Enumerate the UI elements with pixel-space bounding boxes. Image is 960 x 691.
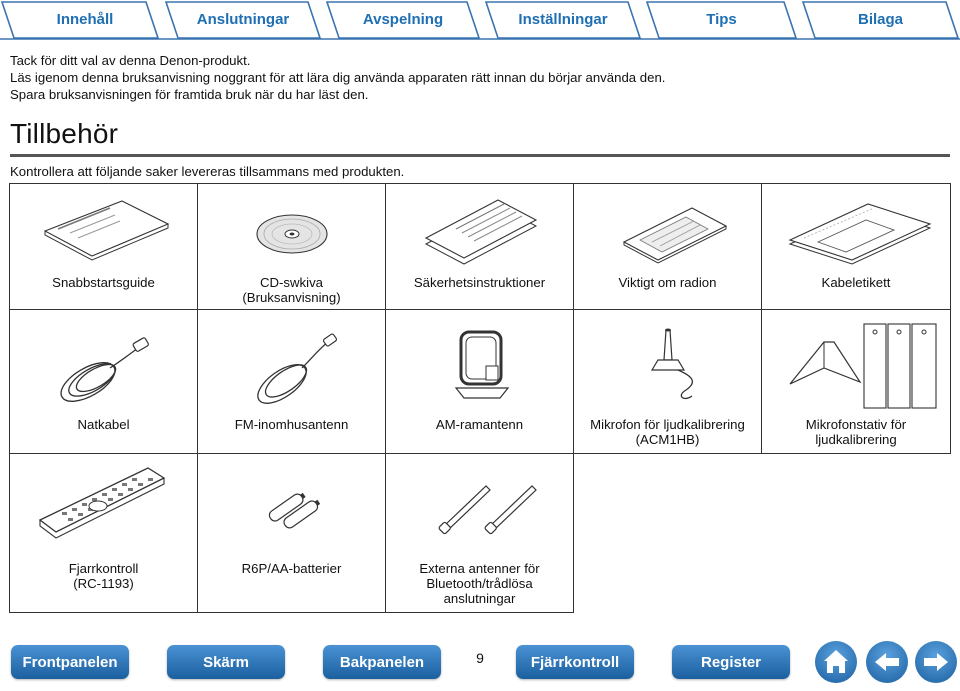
- accessory-label: Fjarrkontroll (RC-1193): [68, 561, 139, 591]
- accessory-cell: [197, 183, 386, 310]
- cd-disc-icon: [198, 184, 385, 274]
- remote-control-icon: [10, 454, 197, 559]
- accessory-cell: [197, 453, 386, 613]
- intro-line: Tack för ditt val av denna Denon-produkt.: [10, 53, 251, 68]
- intro-line: Spara bruksanvisningen för framtida bruk när du har läst den.: [10, 87, 369, 102]
- accessory-label: Kabeletikett: [821, 275, 891, 290]
- accessory-label: CD-swkiva (Bruksanvisning): [242, 275, 341, 305]
- am-loop-antenna-icon: [386, 310, 573, 415]
- accessory-label: Säkerhetsinstruktioner: [413, 275, 546, 290]
- next-page-button[interactable]: [915, 641, 957, 683]
- radio-notice-icon: [574, 184, 761, 274]
- accessory-cell: [9, 453, 198, 613]
- microphone-stand-icon: [762, 310, 950, 415]
- tab-settings[interactable]: Inställningar: [518, 10, 608, 28]
- batteries-icon: [198, 454, 385, 559]
- accessory-cell: [573, 183, 762, 310]
- power-cable-icon: [10, 310, 197, 415]
- cable-label-icon: [762, 184, 950, 274]
- accessory-cell: [385, 309, 574, 454]
- remote-control-button[interactable]: Fjärrkontroll: [516, 645, 634, 679]
- microphone-icon: [574, 310, 761, 415]
- section-title: Tillbehör: [10, 118, 119, 149]
- tab-appendix[interactable]: Bilaga: [857, 10, 903, 28]
- front-panel-button[interactable]: Frontpanelen: [11, 645, 129, 679]
- accessory-label: FM-inomhusantenn: [234, 417, 349, 432]
- accessory-label: Snabbstartsguide: [52, 275, 155, 290]
- accessory-label: R6P/AA-batterier: [241, 561, 342, 576]
- section-divider: [10, 154, 950, 157]
- intro-line: Läs igenom denna bruksanvisning noggrant för att lära dig använda apparaten rätt innan du börjar använda den.: [10, 70, 666, 85]
- tab-connections[interactable]: Anslutningar: [196, 10, 290, 28]
- display-button[interactable]: Skärm: [167, 645, 285, 679]
- accessory-label: Viktigt om radion: [618, 275, 717, 290]
- accessory-cell: [761, 183, 951, 310]
- accessory-cell: [9, 183, 198, 310]
- page-number: 9: [476, 650, 484, 666]
- home-button[interactable]: [815, 641, 857, 683]
- quick-start-guide-icon: [10, 184, 197, 274]
- tab-tips[interactable]: Tips: [706, 10, 737, 28]
- accessory-label: Externa antenner för Bluetooth/trådlösa anslutningar: [419, 561, 540, 606]
- tab-playback[interactable]: Avspelning: [362, 10, 444, 28]
- home-icon: [815, 641, 857, 683]
- accessory-cell: [761, 309, 951, 454]
- accessory-label: Mikrofonstativ för ljudkalibrering: [805, 417, 907, 447]
- top-tab-bar: [0, 0, 960, 42]
- accessory-cell: [9, 309, 198, 454]
- index-button[interactable]: Register: [672, 645, 790, 679]
- accessory-cell: [573, 309, 762, 454]
- arrow-right-icon: [915, 641, 957, 683]
- accessory-cell: [385, 453, 574, 613]
- fm-antenna-icon: [198, 310, 385, 415]
- safety-instructions-icon: [386, 184, 573, 274]
- accessory-label: AM-ramantenn: [435, 417, 524, 432]
- intro-text: [10, 52, 665, 103]
- accessory-label: Natkabel: [77, 417, 130, 432]
- external-antennas-icon: [386, 454, 573, 559]
- accessory-label: Mikrofon för ljudkalibrering (ACM1HB): [590, 417, 745, 447]
- previous-page-button[interactable]: [866, 641, 908, 683]
- accessory-cell: [385, 183, 574, 310]
- accessory-cell: [197, 309, 386, 454]
- section-subtitle: Kontrollera att följande saker levereras tillsammans med produkten.: [10, 164, 405, 179]
- tab-contents[interactable]: Innehåll: [56, 10, 114, 28]
- arrow-left-icon: [866, 641, 908, 683]
- rear-panel-button[interactable]: Bakpanelen: [323, 645, 441, 679]
